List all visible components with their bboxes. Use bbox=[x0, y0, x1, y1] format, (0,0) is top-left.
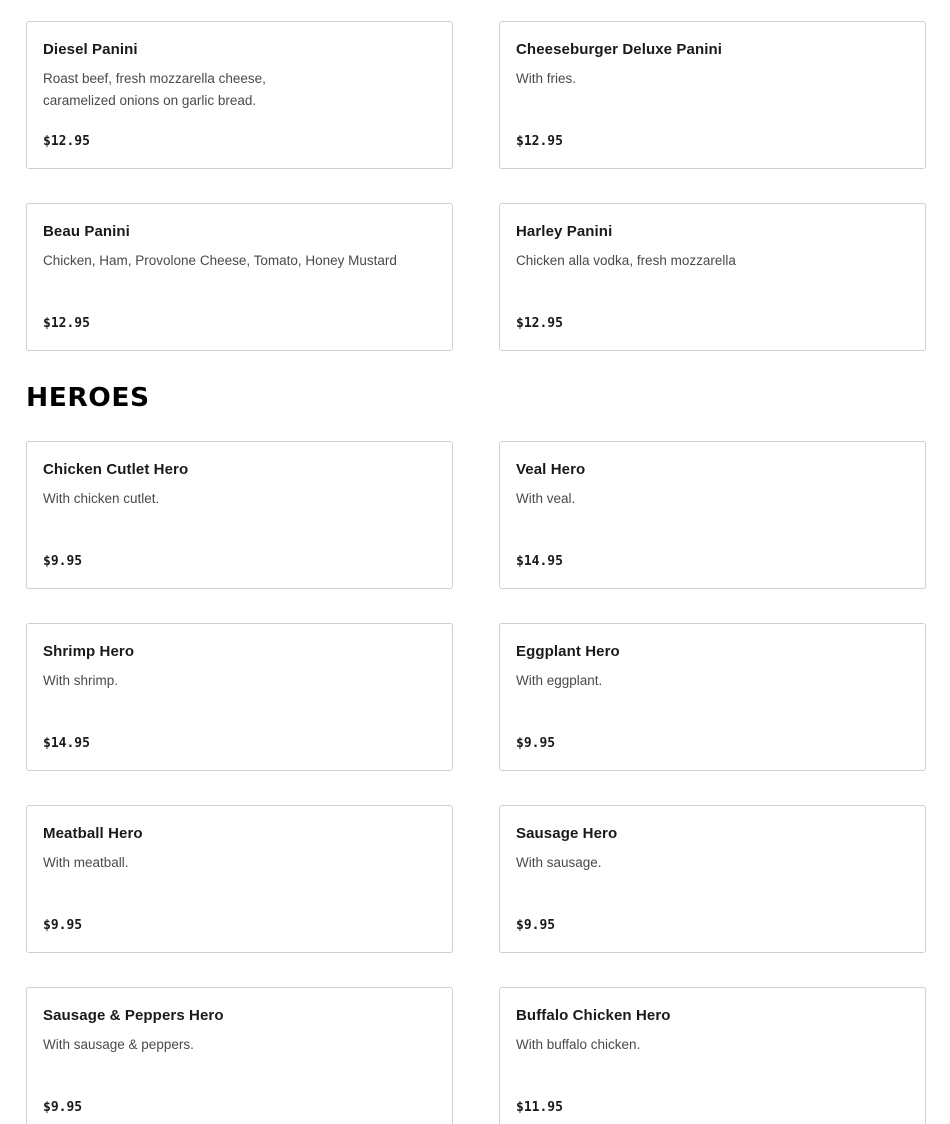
menu-item-price: $12.95 bbox=[516, 316, 563, 331]
menu-item-card[interactable] bbox=[26, 987, 453, 1124]
menu-item-card[interactable] bbox=[499, 203, 926, 351]
menu-item-card[interactable] bbox=[499, 21, 926, 169]
menu-item-card[interactable] bbox=[499, 441, 926, 589]
menu-item-name: Chicken Cutlet Hero bbox=[43, 461, 189, 478]
menu-item-name: Sausage & Peppers Hero bbox=[43, 1007, 224, 1024]
menu-item-name: Cheeseburger Deluxe Panini bbox=[516, 41, 723, 58]
menu-item-card[interactable] bbox=[26, 21, 453, 169]
menu-item-card[interactable] bbox=[499, 987, 926, 1124]
menu-item-description: With meatball. bbox=[43, 855, 129, 870]
menu-item-card[interactable] bbox=[499, 805, 926, 953]
menu-item-price: $12.95 bbox=[516, 134, 563, 149]
menu-item-description: With veal. bbox=[516, 491, 576, 506]
menu-item-name: Sausage Hero bbox=[516, 825, 618, 842]
menu-item-card[interactable] bbox=[26, 203, 453, 351]
menu-item-price: $9.95 bbox=[43, 918, 83, 933]
menu-item-description: With buffalo chicken. bbox=[516, 1037, 641, 1052]
menu-item-name: Beau Panini bbox=[43, 223, 130, 240]
menu-item-description: Roast beef, fresh mozzarella cheese, caramelized onions on garlic bread. bbox=[43, 71, 266, 108]
menu-item-price: $9.95 bbox=[43, 554, 83, 569]
menu-item-price: $12.95 bbox=[43, 134, 90, 149]
menu-item-price: $9.95 bbox=[43, 1100, 83, 1115]
menu-item-description: With sausage. bbox=[516, 855, 602, 870]
menu-item-price: $11.95 bbox=[516, 1100, 563, 1115]
menu-item-description: With chicken cutlet. bbox=[43, 491, 160, 506]
menu-item-name: Veal Hero bbox=[516, 461, 586, 478]
menu-item-description: With sausage & peppers. bbox=[43, 1037, 194, 1052]
menu-item-price: $9.95 bbox=[516, 736, 556, 751]
menu-item-card[interactable] bbox=[499, 623, 926, 771]
menu-item-name: Buffalo Chicken Hero bbox=[516, 1007, 671, 1024]
menu-item-price: $14.95 bbox=[516, 554, 563, 569]
menu-item-name: Harley Panini bbox=[516, 223, 613, 240]
menu-item-name: Diesel Panini bbox=[43, 41, 138, 58]
menu-item-price: $9.95 bbox=[516, 918, 556, 933]
menu-item-description: With shrimp. bbox=[43, 673, 119, 688]
menu-item-description: With fries. bbox=[516, 71, 577, 86]
menu-item-description: Chicken alla vodka, fresh mozzarella bbox=[516, 253, 736, 268]
menu-item-description: Chicken, Ham, Provolone Cheese, Tomato, Honey Mustard bbox=[43, 253, 397, 268]
menu-item-name: Meatball Hero bbox=[43, 825, 143, 842]
menu-item-card[interactable] bbox=[26, 623, 453, 771]
menu-item-name: Eggplant Hero bbox=[516, 643, 620, 660]
menu-item-card[interactable] bbox=[26, 805, 453, 953]
menu-item-price: $14.95 bbox=[43, 736, 90, 751]
menu-item-price: $12.95 bbox=[43, 316, 90, 331]
menu-item-name: Shrimp Hero bbox=[43, 643, 135, 660]
menu-item-card[interactable] bbox=[26, 441, 453, 589]
section-heading-heroes: HEROES bbox=[26, 383, 150, 413]
menu-item-description: With eggplant. bbox=[516, 673, 603, 688]
